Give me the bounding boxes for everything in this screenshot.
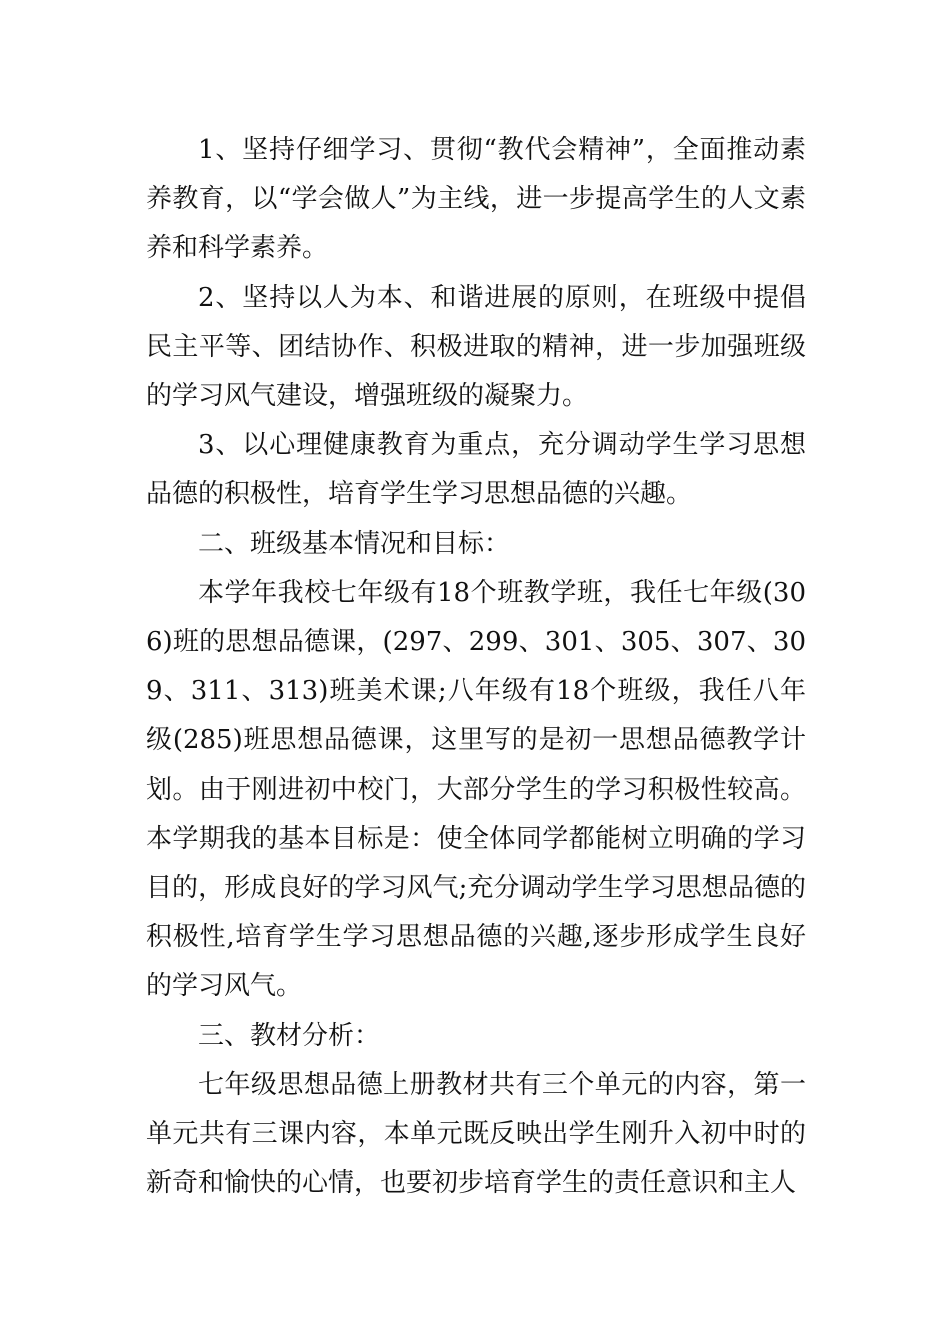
section-heading-textbook-analysis: 三、教材分析： bbox=[198, 1020, 381, 1051]
paragraph-textbook-analysis: 七年级思想品德上册教材共有三个单元的内容，第一单元共有三课内容，本单元既反映出学生刚升入初中时的新奇和愉快的心情，也要初步培育学生的责任意识和主人 bbox=[146, 1069, 806, 1199]
document-body bbox=[146, 126, 806, 1208]
paragraph-principle-1: 1、坚持仔细学习、贯彻“教代会精神”，全面推动素养教育，以“学会做人”为主线，进一步提高学生的人文素养和科学素养。 bbox=[146, 135, 806, 264]
paragraph-principle-3: 3、以心理健康教育为重点，充分调动学生学习思想品德的积极性，培育学生学习思想品德的兴趣。 bbox=[146, 430, 806, 510]
section-heading-class-situation: 二、班级基本情况和目标： bbox=[198, 528, 511, 559]
paragraph-principle-2: 2、坚持以人为本、和谐进展的原则，在班级中提倡民主平等、团结协作、积极进取的精神，进一步加强班级的学习风气建设，增强班级的凝聚力。 bbox=[146, 282, 806, 412]
paragraph-class-situation: 本学年我校七年级有18个班教学班，我任七年级(306)班的思想品德课，(297、299、301、305、307、309、311、313)班美术课;八年级有18个班级，我任八年级(285)班思想品德课，这里写的是初一思想品德教学计划。由于刚进初中校门，大部分学生的学习积极性较高。本学期我的基本目标是：使全体同学都能树立明确的学习目的，形成良好的学习风气;充分调动学生学习思想品德的积极性,培育学生学习思想品德的兴趣,逐步形成学生良好的学习风气。 bbox=[146, 577, 806, 1002]
